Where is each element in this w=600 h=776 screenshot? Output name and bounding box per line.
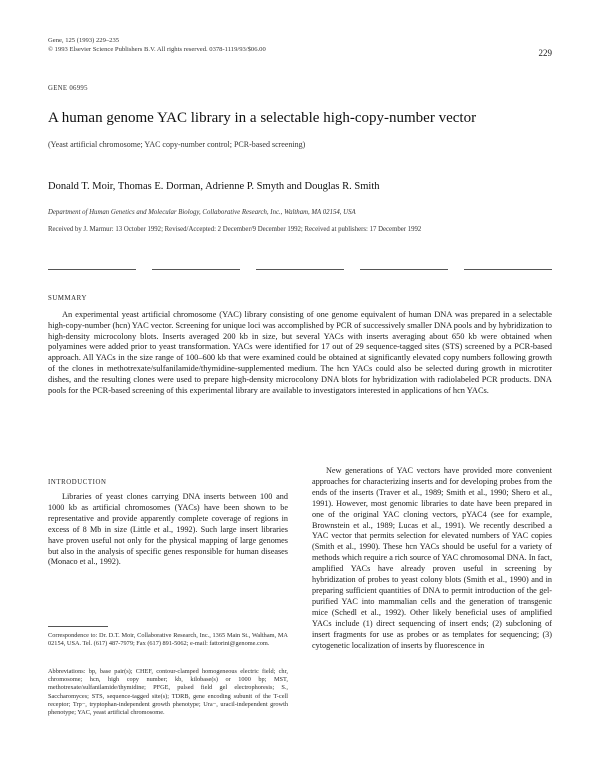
divider-segment (360, 269, 448, 270)
footnote-rule (48, 626, 108, 627)
copyright-line: © 1993 Elsevier Science Publishers B.V. All rights reserved. 0378-1119/93/$06.00 (48, 46, 266, 53)
article-keywords: (Yeast artificial chromosome; YAC copy-number control; PCR-based screening) (48, 140, 306, 149)
introduction-paragraph-1: Libraries of yeast clones carrying DNA inserts between 100 and 1000 kb as artificial chromosomes (YACs) have been shown to be representative and provide apparently complete coverage of regions in excess of 8 Mb in size (Little et al., 1992). Such large insert libraries have proven useful not only for the physical mapping of large genomes but also in the analysis of specific genes responsible for human diseases (Monaco et al., 1992). (48, 492, 288, 567)
journal-meta (48, 36, 266, 54)
page-number: 229 (538, 48, 552, 58)
divider-segment (152, 269, 240, 270)
divider-segment (464, 269, 552, 270)
divider-segment (256, 269, 344, 270)
summary-text: An experimental yeast artificial chromosome (YAC) library consisting of one genome equivalent of human DNA was prepared in a selectable high-copy-number (hcn) YAC vector. Screening for unique loci was accomplished by PCR of successively smaller DNA pools and by hybridization to high-density microcolony blots. Inserts averaged 200 kb in size, but several YACs with inserts averaging about 650 kb were obtained when polyamines were added prior to yeast transformation. YACs were identified for 17 out of 29 sequence-tagged sites (STS) screened by a PCR-based approach. All YACs in the size range of 100–600 kb that were examined could be obtained at significantly elevated copy numbers following growth of the clones in methotrexate/sulfanilamide/thymidine-supplemented medium. The hcn YACs could also be selected during growth in microtiter dishes, and the resulting clones were used to prepare high-density microcolony DNA blots for hybridization with radiolabeled PCR products. DNA pools for the PCR-based screening of this experimental library are available to investigators interested in applications of hcn YACs. (48, 310, 552, 395)
gene-code: GENE 06995 (48, 85, 88, 92)
correspondence-footnote: Correspondence to: Dr. D.T. Moir, Collaborative Research, Inc., 1365 Main St., Waltham, MA 02154, USA. Tel. (617) 487-7979; Fax (617) 891-5062; e-mail: fattorini@genome.com. (48, 632, 288, 648)
introduction-heading: INTRODUCTION (48, 479, 107, 486)
summary-heading: SUMMARY (48, 295, 87, 302)
divider-segment (48, 269, 136, 270)
journal-citation: Gene, 125 (1993) 229–235 (48, 37, 120, 44)
author-affiliation: Department of Human Genetics and Molecular Biology, Collaborative Research, Inc., Waltham, MA 02154, USA (48, 209, 356, 216)
abbreviations-footnote: Abbreviations: bp, base pair(s); CHEF, contour-clamped homogeneous electric field; chr, chromosome; hcn, high copy number; kb, kilobase(s) or 1000 bp; MST, methotrexate/sulfanilamide/thymidine; PFGE, pulsed field gel electrophoresis; S., Saccharomyces; STS, sequence-tagged site(s); TDRB, gene encoding subunit of the T-cell receptor; Trp−, tryptophan-independent growth phenotype; Ura−, uracil-independent growth phenotype; YAC, yeast artificial chromosome. (48, 668, 288, 717)
introduction-paragraph-2: New generations of YAC vectors have provided more convenient approaches for characterizing inserts and for developing probes from the ends of the inserts (Traver et al., 1989; Smith et al., 1990; Shero et al., 1991). However, most genomic libraries to date have been prepared in one of the original YAC cloning vectors, pYAC4 (see for example, Brownstein et al., 1989; Lucas et al., 1991). We recently described a YAC vector that permits selection for elevated numbers of YAC copies (Smith et al., 1990). These hcn YACs should be useful for a variety of methods which require a rich source of YAC chromosomal DNA. In fact, amplified YACs have already proven useful in screening by hybridization of probes to yeast colony blots (Smith et al., 1990) and in preparing sufficient quantities of DNA to permit introduction of the gel-purified YAC into mammalian cells and the generation of transgenic mice (Schedl et al., 1992). Other likely beneficial uses of amplified YACs include (1) direct sequencing of insert ends; (2) subcloning of insert fragments for use as probes or as templates for sequencing; (3) cytogenetic localization of inserts by fluorescence in (312, 466, 552, 650)
received-dates: Received by J. Marmur: 13 October 1992; Revised/Accepted: 2 December/9 December 1992; Received at publishers: 17 December 1992 (48, 226, 422, 233)
article-authors: Donald T. Moir, Thomas E. Dorman, Adrienne P. Smyth and Douglas R. Smith (48, 181, 380, 192)
article-title: A human genome YAC library in a selectable high-copy-number vector (48, 110, 477, 126)
